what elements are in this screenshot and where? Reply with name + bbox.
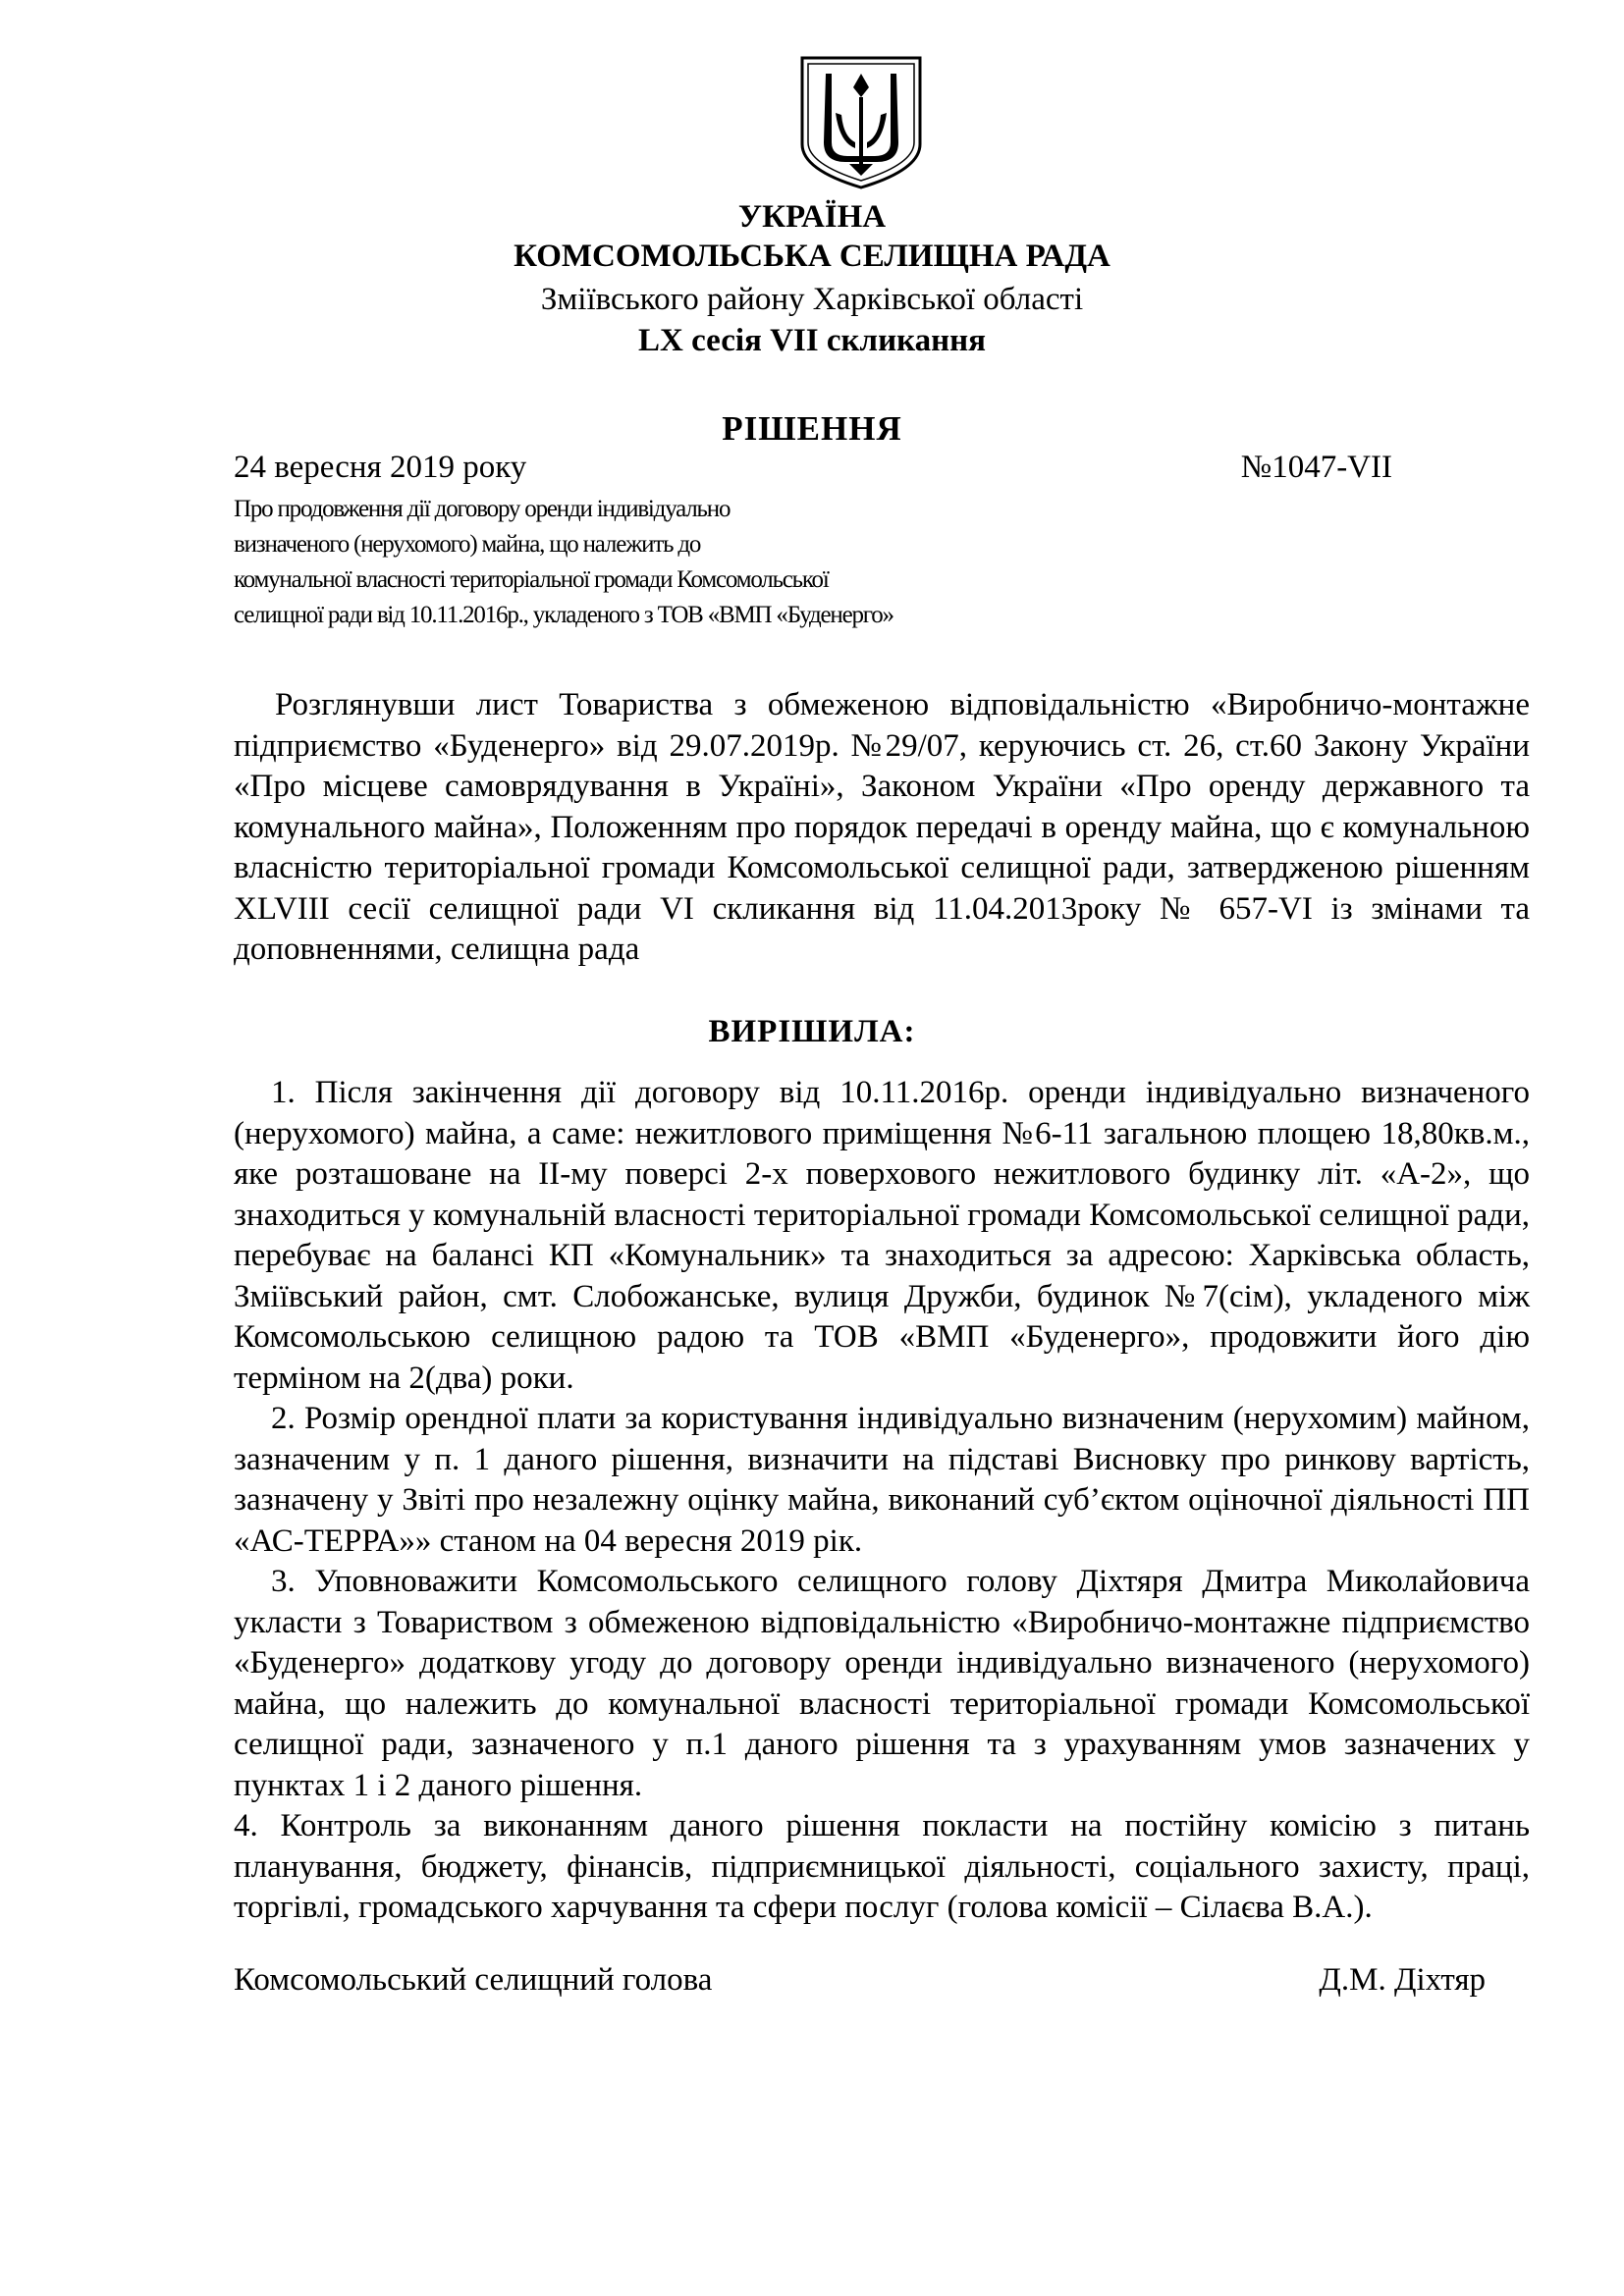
region-name: Зміївського району Харківської області <box>540 282 1084 317</box>
document-subject <box>234 492 1058 633</box>
signature-name: Д.М. Діхтяр <box>1319 1962 1486 1998</box>
decision-item-1: 1. Після закінчення дії договору від 10.11.2016р. оренди індивідуально визначеного (нерухомого) майна, а саме: нежитлового приміщення №6-11 загальною площею 18,80кв.м., яке розташоване на ІІ-му поверсі 2-х поверхового нежитлового будинку літ. «А-2», що знаходиться у комунальній власності територіальної громади Комсомольської селищної ради, перебуває на балансі КП «Комунальник» та знаходиться за адресою: Харківська область, Зміївський район, смт. Слобожанське, вулиця Дружби, будинок №7(сім), укладеного між Комсомольською селищною радою та ТОВ «ВМП «Буденерго», продовжити його дію терміном на 2(два) роки. <box>234 1075 1530 1396</box>
council-name: КОМСОМОЛЬСЬКА СЕЛИЩНА РАДА <box>514 239 1110 274</box>
document-date: 24 вересня 2019 року <box>234 450 527 485</box>
decision-items <box>234 1073 1530 1929</box>
subject-line: визначеного (нерухомого) майна, що належить до <box>234 531 701 558</box>
country-name: УКРАЇНА <box>737 199 887 235</box>
subject-line: селищної ради від 10.11.2016р., укладеного з ТОВ «ВМП «Буденерго» <box>234 602 893 628</box>
subject-line: комунальної власності територіальної громади Комсомольської <box>234 566 829 593</box>
signature-role: Комсомольський селищний голова <box>234 1962 713 1998</box>
subject-line: Про продовження дії договору оренди індивідуально <box>234 496 731 522</box>
coat-of-arms-icon <box>796 54 926 191</box>
decided-heading: ВИРІШИЛА: <box>708 1014 916 1049</box>
intro-paragraph: Розглянувши лист Товариства з обмеженою відповідальністю «Виробничо-монтажне підприємство «Буденерго» від 29.07.2019р. №29/07, керуючись ст. 26, ст.60 Закону України «Про місцеве самоврядування в Україні», Законом України «Про оренду державного та комунального майна», Положенням про порядок передачі в оренду майна, що є комунальною власністю територіальної громади Комсомольської селищної ради, затвердженою рішенням XLVIII сесії селищної ради VI скликання від 11.04.2013року № 657-VI із змінами та доповненнями, селищна рада <box>234 687 1530 967</box>
decision-item-3: 3. Уповноважити Комсомольського селищного голову Діхтяря Дмитра Миколайовича укласти з Товариством з обмеженою відповідальністю «Виробничо-монтажне підприємство «Буденерго» додаткову угоду до договору оренди індивідуально визначеного (нерухомого) майна, що належить до комунальної власності територіальної громади Комсомольської селищної ради, зазначеного у п.1 даного рішення та з урахуванням умов зазначених у пунктах 1 і 2 даного рішення. <box>234 1564 1530 1803</box>
decision-item-2: 2. Розмір орендної плати за користування індивідуально визначеним (нерухомим) майном, зазначеним у п. 1 даного рішення, визначити на підставі Висновку про ринкову вартість, зазначену у Звіті про незалежну оцінку майна, виконаний суб’єктом оціночної діяльності ПП «АС-ТЕРРА»» станом на 04 вересня 2019 рік. <box>234 1401 1530 1559</box>
decision-item-4: 4. Контроль за виконанням даного рішення покласти на постійну комісію з питань планування, бюджету, фінансів, підприємницької діяльності, соціального захисту, праці, торгівлі, громадського харчування та сфери послуг (голова комісії – Сілаєва В.А.). <box>234 1808 1530 1925</box>
document-title: РІШЕННЯ <box>722 409 902 448</box>
document-number: №1047-VII <box>1240 450 1392 485</box>
session-name: LX сесія VII скликання <box>638 323 986 358</box>
